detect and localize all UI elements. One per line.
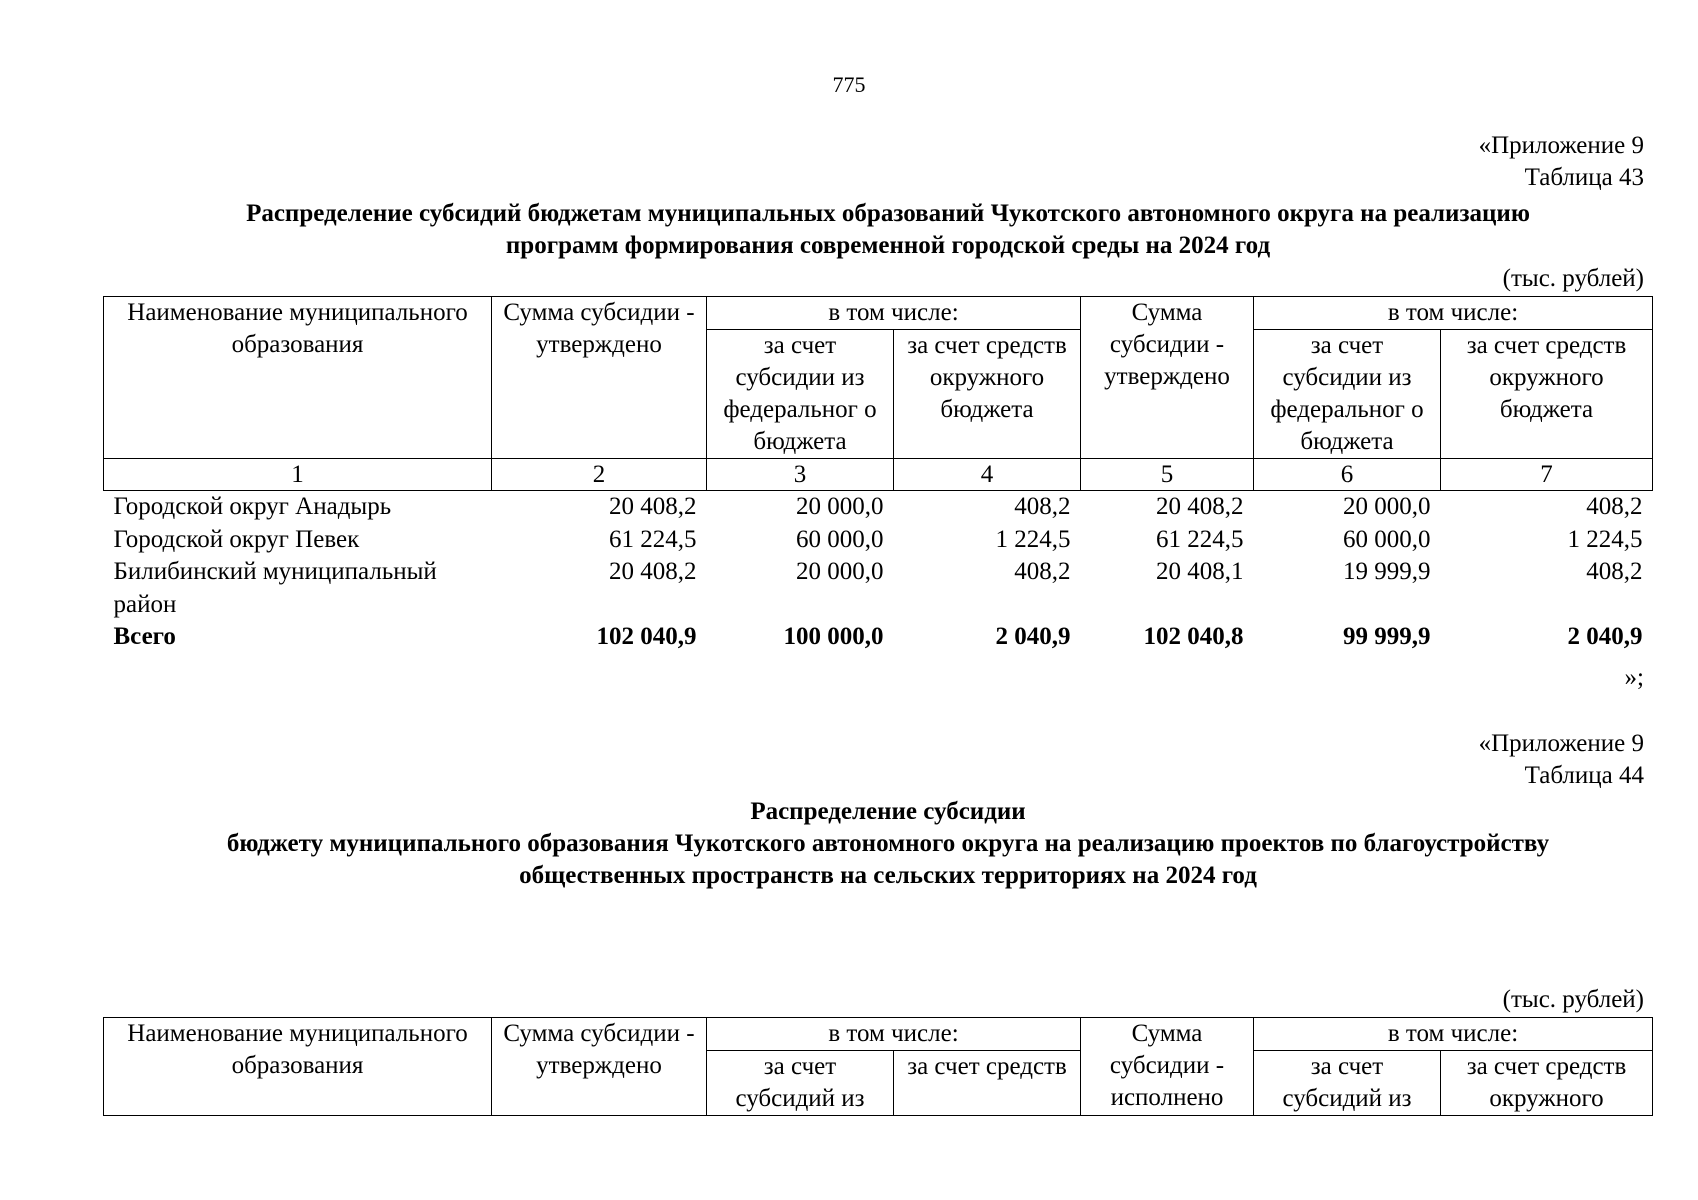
cell-value: 20 408,2	[609, 558, 697, 585]
header-regional-2: за счет средств окружного	[1441, 1051, 1653, 1116]
header-name: Наименование муниципального образования	[104, 297, 492, 459]
units-label: (тыс. рублей)	[1502, 265, 1644, 292]
cell-value: 1 224,5	[1567, 525, 1643, 553]
table-title-line: Распределение субсидий бюджетам муниципальных образований Чукотского автономного округа на реализацию	[246, 200, 1530, 227]
header-including-2: в том числе:	[1254, 297, 1653, 330]
cell-value: 408,2	[1586, 493, 1643, 520]
column-number: 1	[104, 459, 492, 491]
cell-value: 1 224,5	[995, 525, 1071, 553]
table-title-line: Распределение субсидии	[750, 798, 1026, 825]
column-number: 4	[894, 459, 1081, 491]
header-federal: за счет субсидии из федеральног о бюджета	[707, 330, 894, 459]
cell-value: 20 408,2	[1156, 493, 1244, 520]
total-value: 2 040,9	[995, 623, 1071, 650]
cell-value: 20 000,0	[1343, 493, 1431, 520]
header-regional: за счет средств окружного бюджета	[894, 330, 1081, 459]
table-row	[104, 556, 1653, 621]
subsidy-table-43	[103, 296, 1653, 654]
appendix-label-2: «Приложение 9	[1478, 730, 1644, 757]
column-number: 5	[1081, 459, 1254, 491]
header-sum-approved: Сумма субсидии - утверждено	[492, 297, 707, 459]
header-federal-2: за счет субсидий из	[1254, 1051, 1441, 1116]
table-row	[104, 491, 1653, 524]
header-federal-2: за счет субсидии из федеральног о бюджета	[1254, 330, 1441, 459]
row-name: Городской округ Анадырь	[113, 493, 392, 520]
table-row	[104, 524, 1653, 557]
table-label-2: Таблица 44	[1524, 762, 1644, 789]
header-including: в том числе:	[707, 1018, 1081, 1051]
table-title-line: программ формирования современной городской среды на 2024 год	[505, 232, 1271, 259]
header-name: Наименование муниципального образования	[104, 1018, 492, 1116]
header-including-2: в том числе:	[1254, 1018, 1653, 1051]
row-name: Билибинский муниципальный район	[113, 558, 437, 618]
header-federal: за счет субсидий из	[707, 1051, 894, 1116]
total-value: 99 999,9	[1343, 623, 1431, 650]
cell-value: 20 408,2	[609, 493, 697, 520]
total-row	[104, 621, 1653, 654]
table-title-line: бюджету муниципального образования Чукотского автономного округа на реализацию проектов по благоустройству	[226, 830, 1550, 857]
table-title-2	[104, 796, 1672, 892]
header-including: в том числе:	[707, 297, 1081, 330]
cell-value: 60 000,0	[1343, 525, 1431, 553]
cell-value: 19 999,9	[1343, 558, 1431, 585]
total-value: 2 040,9	[1567, 623, 1643, 650]
column-number: 7	[1441, 459, 1653, 491]
closing-quote: »;	[1624, 664, 1644, 691]
header-sum-approved: Сумма субсидии - утверждено	[492, 1018, 707, 1116]
total-value: 100 000,0	[783, 623, 884, 650]
appendix-label: «Приложение 9	[1478, 132, 1644, 159]
total-value: 102 040,8	[1143, 623, 1244, 650]
table-title	[104, 198, 1672, 262]
cell-value: 20 000,0	[796, 558, 884, 585]
column-number: 2	[492, 459, 707, 491]
units-label-2: (тыс. рублей)	[1502, 986, 1644, 1013]
column-number: 6	[1254, 459, 1441, 491]
column-number: 3	[707, 459, 894, 491]
cell-value: 20 408,1	[1156, 558, 1244, 585]
table-label: Таблица 43	[1524, 164, 1644, 191]
total-value: 102 040,9	[596, 623, 697, 650]
header-regional: за счет средств	[894, 1051, 1081, 1116]
page-number: 775	[832, 72, 866, 97]
row-name: Городской округ Певек	[113, 525, 360, 553]
cell-value: 60 000,0	[796, 525, 884, 553]
header-sum-executed: Сумма субсидии - исполнено	[1081, 1018, 1254, 1116]
cell-value: 408,2	[1014, 558, 1071, 585]
cell-value: 408,2	[1014, 493, 1071, 520]
cell-value: 408,2	[1586, 558, 1643, 585]
column-number-row	[104, 459, 1653, 491]
cell-value: 61 224,5	[1156, 525, 1244, 553]
cell-value: 61 224,5	[609, 525, 697, 553]
header-regional-2: за счет средств окружного бюджета	[1441, 330, 1653, 459]
cell-value: 20 000,0	[796, 493, 884, 520]
table-title-line: общественных пространств на сельских территориях на 2024 год	[519, 862, 1257, 889]
header-sum-approved-2: Сумма субсидии - утверждено	[1081, 297, 1254, 459]
total-label: Всего	[113, 623, 176, 650]
subsidy-table-44	[103, 1017, 1653, 1116]
